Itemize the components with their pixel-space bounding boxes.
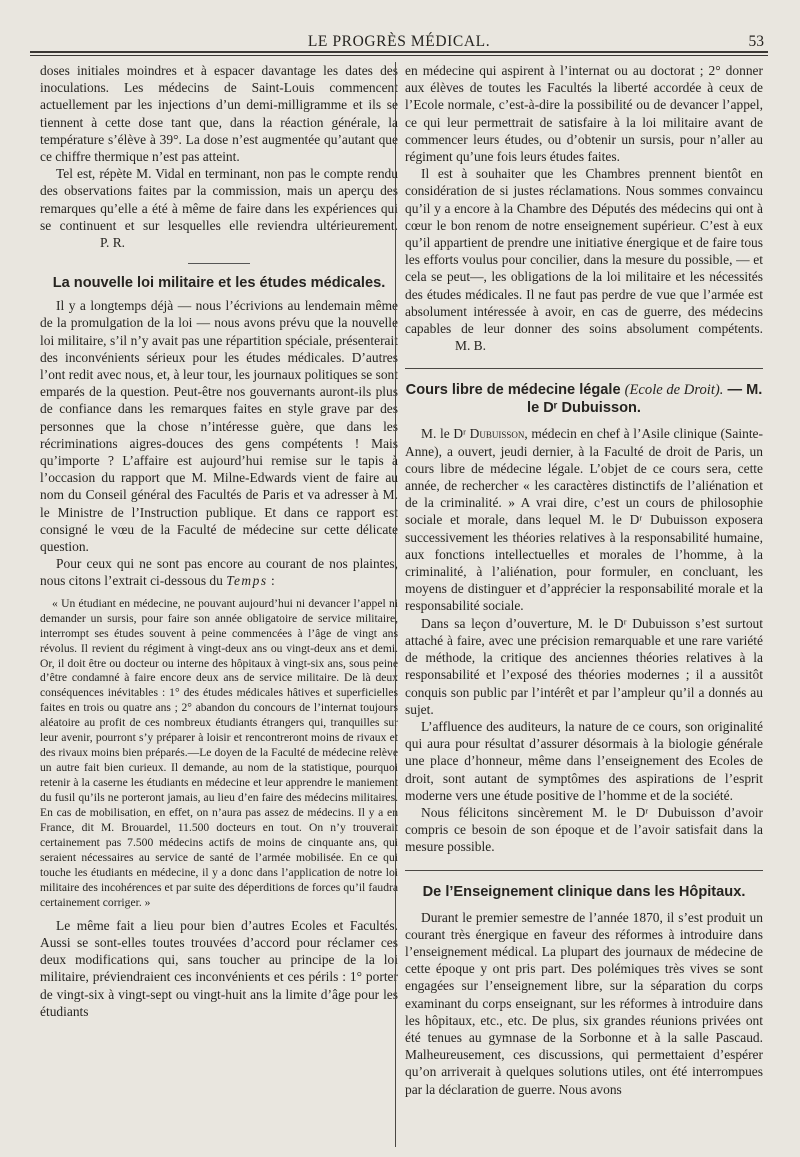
paragraph: Nous félicitons sincèrement M. le Dʳ Dubuisson d’avoir compris ce besoin de son époque et de l’avoir satisfait dans la mesure possible. [405, 804, 763, 855]
section-title: De l’Enseignement clinique dans les Hôpitaux. [422, 883, 746, 900]
quote-text: « Un étudiant en médecine, ne pouvant aujourd’hui ni devancer l’appel ni demander un sursis, pour faire son année obligatoire de service militaire, interrompt ses études souvent à peine commencées à l’âge de vingt ans révolus. Il revient du régiment à vingt-deux ans ou vingt-deux ans et demi. Or, il doit être ou docteur ou interne des hôpitaux à vingt-six ans, sous peine d’être condamné à faire encore deux ans de service militaire. De là deux conséquences inévitables : 1° des études médicales hâtives et superficielles faites en trois ou quatre ans ; 2° abandon du concours de l’internat toujours aléatoire au profit de ces nombreux étudiants étrangers qui, tranquilles sur leur avenir, pourront s’y préparer à loisir et rencontreront moins de rivaux et des rivaux moins bien préparés.—Le doyen de la Faculté de médecine relève un autre fait bien curieux. Il demande, au nom de la statistique, pourquoi retenir à la caserne les étudiants en médecine et leur apprendre le maniement du fusil qu’ils ne porteront jamais, au lieu d’en faire des médecins militaires. En cas de mobilisation, en effet, on n’aura pas assez de médecins. Il y a en France, dit M. Brouardel, 11.500 docteurs en tout. On n’y trouverait certainement pas 7.500 médecins actifs de moins de cinquante ans, qui seraient nécessaires au service de santé de l’armée mobilisée. En ce qui touche les étudiants en médecine, il y a donc dans l’application de notre loi militaire des incohérences et par suite des déperditions de forces qu’il faudra certainement corriger. » [40, 596, 398, 909]
paragraph: Il y a longtemps déjà — nous l’écrivions au lendemain même de la promulgation de la loi — nous avons prévu que la nouvelle loi militaire, s’il n’y avait pas une répartition spéciale, présenterait des inconvénients sérieux pour les études médicales. D’autres l’ont redit avec nous, et, à leur tour, les journaux politiques se sont emparés de la question. Peut-être nos gouvernants auront-ils plus de confiance dans les remarques faites en style grave par des personnes que la chose n’intéresse guère, que dans les récriminations aigres-douces des gens compétents ! Mais qu’importe ? L’affaire est aujourd’hui remise sur le tapis à l’occasion du rapport que M. Milne-Edwards vient de faire au nom du Conseil général des Facultés de Paris et va adresser à M. le Ministre de l’Instruction publique. Et dans ce rapport est consigné le vœu de la Faculté de médecine sur cette délicate question. [40, 298, 398, 555]
section-divider [405, 870, 763, 871]
section-divider [405, 368, 763, 369]
running-head: LE PROGRÈS MÉDICAL. [307, 33, 491, 50]
paragraph: Pour ceux qui ne sont pas encore au courant de nos plaintes, nous citons l’extrait ci-dessous du Temps : [40, 556, 398, 589]
page-header [30, 30, 768, 52]
header-rule [30, 51, 768, 56]
left-column [40, 62, 398, 1020]
column-divider [395, 62, 396, 1147]
journal-name: Temps [226, 573, 268, 589]
paragraph: en médecine qui aspirent à l’internat ou au doctorat ; 2° donner aux élèves de toutes les Facultés la liberté accordée à ceux de l’Ecole normale, c’est-à-dire la possibilité ou de devancer l’appel, ce qui leur permettrait de satisfaire à la loi militaire avant de commencer leurs études, ou d’obtenir un sursis, pour n’aller au régiment qu’une fois leurs études faites. [405, 63, 763, 165]
paragraph: Il est à souhaiter que les Chambres prennent bientôt en considération de si justes réclamations. Nous sommes convaincu qu’il y a encore à la Chambre des Députés des médecins qui ont à cœur le bon renom de notre enseignement supérieur. C’est à eux qu’il appartient de prendre une initiative énergique et de faire tous les efforts voulus pour concilier, dans la mesure du possible, — et cela se peut—, les obligations de la loi militaire et les nécessités des études médicales. Il ne faut pas perdre de vue que l’armée est absolument intéressée à avoir, en cas de guerre, des médecins capables de leur donner des soins absolument compétents.M. B. [405, 166, 763, 354]
paragraph: L’affluence des auditeurs, la nature de ce cours, son originalité qui aura pour résultat d’assurer désormais à la biologie générale une place d’honneur, même dans l’enseignement des Ecoles de droit, sont autant de symptômes des aspirations de l’esprit moderne vers une étude positive de l’homme et de la société. [405, 718, 763, 803]
paragraph: Dans sa leçon d’ouverture, M. le Dʳ Dubuisson s’est surtout attaché à faire, avec une précision remarquable et une rare variété de méthode, la critique des anciennes théories relatives à la responsabilité et l’exposé des théories modernes ; il a aussitôt conquis son public par l’intérêt et par l’ampleur qu’il a donnés au sujet. [405, 615, 763, 717]
signature: M. B. [455, 338, 486, 354]
paragraph: M. le Dʳ Dubuisson, médecin en chef à l’Asile clinique (Sainte-Anne), a ouvert, jeudi dernier, à la Faculté de droit de Paris, un cours libre de médecine légale. L’objet de ce cours sera, cette année, de rechercher « les caractères distinctifs de l’aliénation et de la criminalité. » A vrai dire, c’est un cours de philosophie sociale et morale, dans lequel M. le Dʳ Dubuisson exposera successivement les théories relatives à la responsabilité humaine, aux fonctions intellectuelles et morales de l’homme, à la criminalité, à l’aliénation, pour formuler, en concluant, les moyens de distinguer et d’apprécier la responsabilité morale et la responsabilité sociale. [405, 426, 763, 614]
section-divider [188, 263, 250, 264]
page-number: 53 [748, 33, 764, 50]
person-name: Dubuisson [469, 426, 525, 442]
paragraph: Durant le premier semestre de l’année 1870, il s’est produit un courant très énergique en faveur des réformes à introduire dans l’enseignement médical. La plupart des journaux de médecine de cette époque y ont pris part. Des polémiques très vives se sont engagées sur l’enseignement libre, sur la séparation du corps examinant du corps enseignant, sur les réformes à introduire dans les hôpitaux, etc., etc. De plus, six grandes réunions privées ont été tenues au gymnase de la Sorbonne et à la salle Pascaud. Malheureusement, ces discussions, qui permettaient d’espérer qu’on arriverait à quelques solutions utiles, ont été interrompues par la déclaration de guerre. Nous avons [405, 909, 763, 1097]
paragraph: Le même fait a lieu pour bien d’autres Ecoles et Facultés. Aussi se sont-elles toutes trouvées d’accord pour réclamer ces deux modifications qui, sans toucher au principe de la loi militaire, préviendraient ces inconvénients et ces périls : 1° porter de vingt-six à vingt-sept ou vingt-huit ans la limite d’âge pour les étudiants [40, 917, 398, 1019]
right-column [405, 62, 763, 1098]
signature: P. R. [100, 235, 126, 251]
paragraph: doses initiales moindres et à espacer davantage les dates des inoculations. Les médecins de Saint-Louis commencent actuellement par les injections d’un demi-milligramme et ils se tiennent à cette dose tant que, dans la réaction générale, la température s’élève à 39°. La dose n’est augmentée qu’autant que ce chiffre thermique n’est pas atteint. [40, 63, 398, 165]
paragraph: Tel est, répète M. Vidal en terminant, non pas le compte rendu des observations faites par la commission, mais un aperçu des remarques qu’elle a été à même de faire dans les expériences qui se continuent et sur lesquelles elle reviendra ultérieurement.P. R. [40, 166, 398, 251]
section-title: Cours libre de médecine légale (Ecole de Droit). — M. le Dʳ Dubuisson. [405, 382, 763, 417]
quotation [40, 597, 398, 911]
section-title: La nouvelle loi militaire et les études médicales. [52, 275, 386, 292]
